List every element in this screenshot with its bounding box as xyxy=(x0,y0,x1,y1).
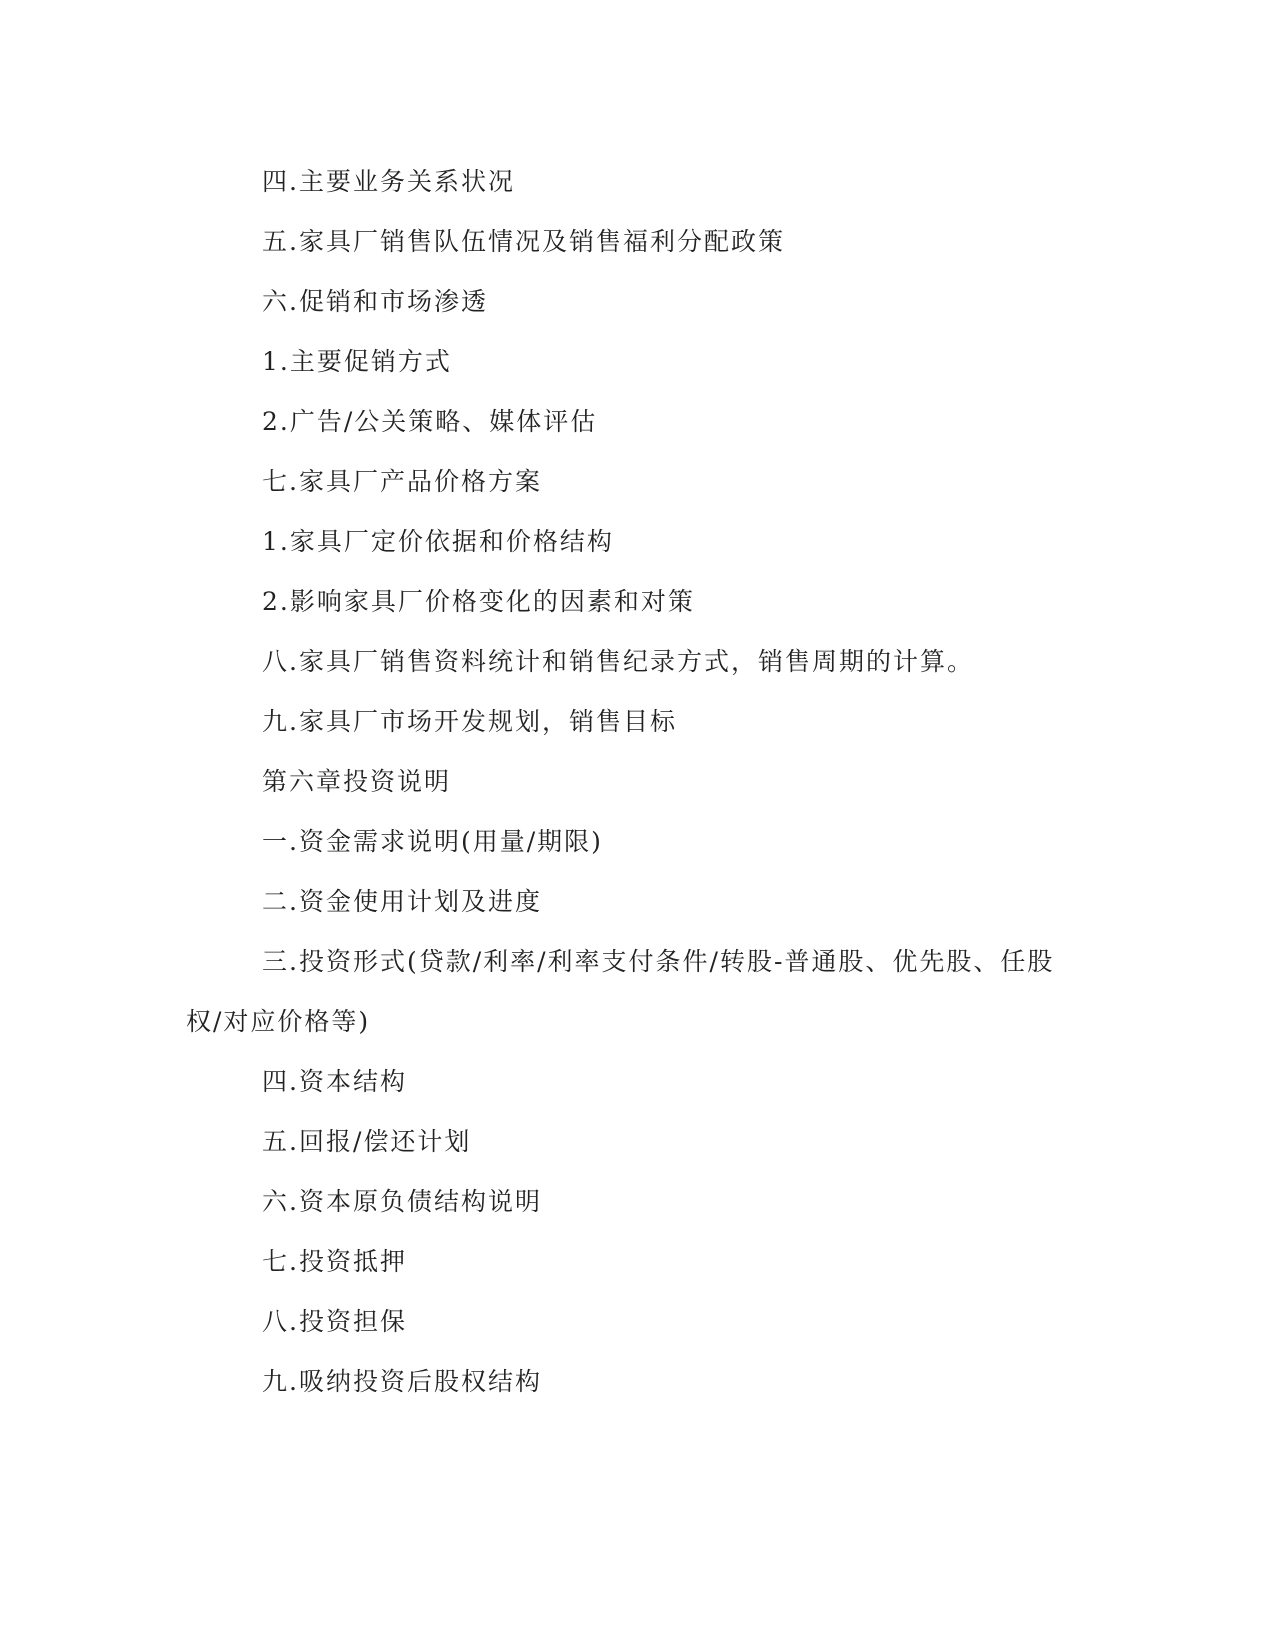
section-heading: 七.投资抵押 xyxy=(262,1247,407,1276)
section-heading: 四.主要业务关系状况 xyxy=(262,167,515,196)
chapter-title: 第六章投资说明 xyxy=(262,767,452,796)
section-heading: 八.投资担保 xyxy=(262,1307,407,1336)
section-heading: 九.吸纳投资后股权结构 xyxy=(262,1367,542,1396)
subsection-item: 1.家具厂定价依据和价格结构 xyxy=(262,527,614,556)
subsection-item: 2.影响家具厂价格变化的因素和对策 xyxy=(262,587,695,616)
document-body xyxy=(186,160,1066,1420)
subsection-item: 2.广告/公关策略、媒体评估 xyxy=(262,407,598,436)
subsection-item: 1.主要促销方式 xyxy=(262,347,452,376)
section-heading: 一.资金需求说明(用量/期限) xyxy=(262,827,603,856)
section-heading: 八.家具厂销售资料统计和销售纪录方式，销售周期的计算。 xyxy=(262,647,974,676)
section-heading: 六.资本原负债结构说明 xyxy=(262,1187,542,1216)
section-heading: 二.资金使用计划及进度 xyxy=(262,887,542,916)
section-heading: 六.促销和市场渗透 xyxy=(262,287,488,316)
section-heading: 三.投资形式(贷款/利率/利率支付条件/转股-普通股、优先股、任股权/对应价格等) xyxy=(186,947,1055,1036)
section-heading: 四.资本结构 xyxy=(262,1067,407,1096)
section-heading: 七.家具厂产品价格方案 xyxy=(262,467,542,496)
section-heading: 九.家具厂市场开发规划，销售目标 xyxy=(262,707,677,736)
section-heading: 五.家具厂销售队伍情况及销售福利分配政策 xyxy=(262,227,785,256)
section-heading: 五.回报/偿还计划 xyxy=(262,1127,472,1156)
